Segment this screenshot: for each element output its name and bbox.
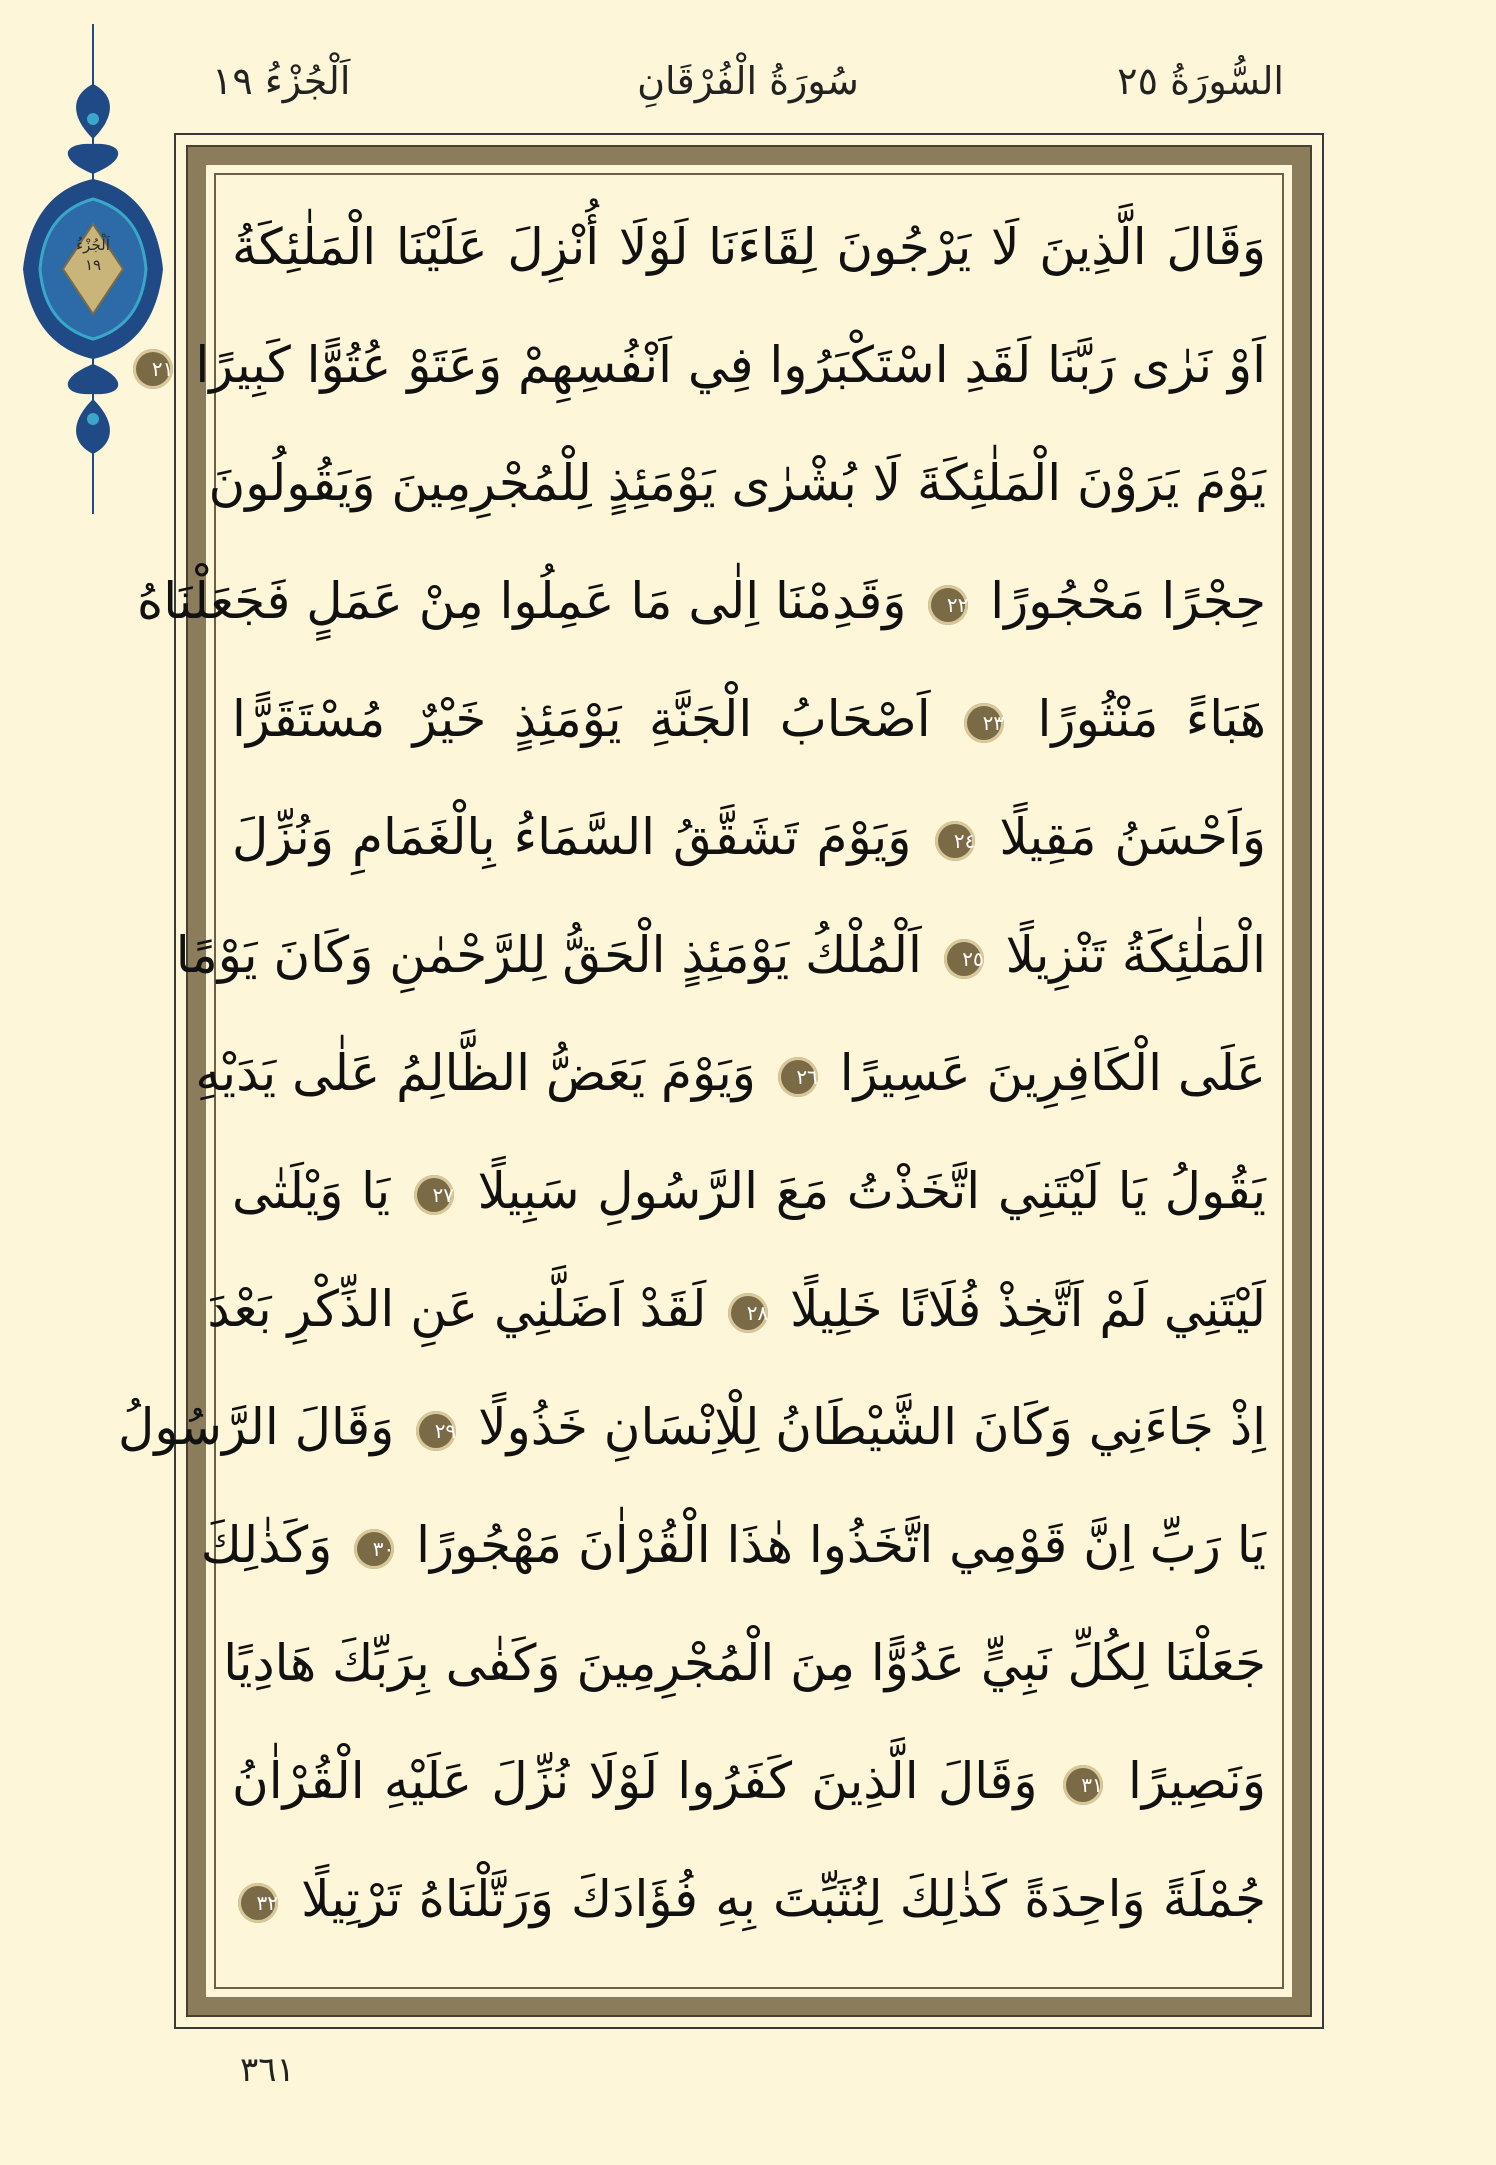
quran-line: [195, 1018, 1266, 1128]
verse-text: وَكَذٰلِكَ: [200, 1516, 333, 1574]
verse-text: وَاَحْسَنُ مَقِيلًا: [999, 808, 1266, 866]
ayah-marker: ٣٢: [238, 1883, 278, 1923]
header-juz: اَلْجُزْءُ ١٩: [212, 59, 351, 103]
verse-text: اَصْحَابُ الْجَنَّةِ يَوْمَئِذٍ خَيْرٌ مُسْتَقَرًّا: [232, 690, 931, 748]
ayah-marker: ٢٤: [935, 821, 975, 861]
ayah-marker: ٢٨: [728, 1293, 768, 1333]
ayah-marker: ٢٣: [964, 703, 1004, 743]
verse-text: وَيَوْمَ يَعَضُّ الظَّالِمُ عَلٰى يَدَيْهِ: [195, 1044, 756, 1102]
verse-text: وَقَالَ الَّذِينَ كَفَرُوا لَوْلَا نُزِّلَ عَلَيْهِ الْقُرْاٰنُ: [232, 1752, 1038, 1810]
page-number: ٣٦١: [240, 2050, 295, 2090]
ayah-marker: ٢٢: [928, 585, 968, 625]
header-surah-number: السُّورَةُ ٢٥: [1117, 59, 1284, 103]
verse-text: وَقَالَ الَّذِينَ لَا يَرْجُونَ لِقَاءَنَا لَوْلَا أُنْزِلَ عَلَيْنَا الْمَلٰئِكَةُ: [232, 218, 1266, 276]
verse-text: وَنَصِيرًا: [1127, 1752, 1266, 1810]
verse-text: حِجْرًا مَحْجُورًا: [990, 572, 1266, 630]
verse-text: الْمَلٰئِكَةُ تَنْزِيلًا: [1005, 926, 1266, 984]
quran-line: [151, 310, 1266, 420]
verse-text: وَيَوْمَ تَشَقَّقُ السَّمَاءُ بِالْغَمَامِ وَنُزِّلَ: [232, 808, 912, 866]
quran-line: [117, 1372, 1266, 1482]
ayah-marker: ٣٠: [354, 1529, 394, 1569]
verse-text: وَقَدِمْنَا اِلٰى مَا عَمِلُوا مِنْ عَمَلٍ فَجَعَلْنَاهُ: [137, 572, 907, 630]
juz-ornament-number: ١٩: [84, 256, 102, 274]
quran-line: [232, 192, 1266, 302]
quran-line: [200, 1490, 1266, 1600]
text-block: [117, 192, 1266, 1972]
quran-line: [232, 664, 1266, 774]
verse-text: يَا وَيْلَتٰى: [232, 1162, 391, 1220]
ayah-marker: ٢٦: [778, 1057, 818, 1097]
verse-text: لَقَدْ اَضَلَّنِي عَنِ الذِّكْرِ بَعْدَ: [207, 1280, 707, 1338]
verse-text: جَعَلْنَا لِكُلِّ نَبِيٍّ عَدُوًّا مِنَ الْمُجْرِمِينَ وَكَفٰى بِرَبِّكَ هَادِيًا: [223, 1634, 1266, 1692]
quran-line: [207, 1254, 1266, 1364]
header-surah-name: سُورَةُ الْفُرْقَانِ: [637, 59, 859, 103]
ayah-marker: ٣١: [1063, 1765, 1103, 1805]
verse-text: هَبَاءً مَنْثُورًا: [1037, 690, 1266, 748]
verse-text: اَوْ نَرٰى رَبَّنَا لَقَدِ اسْتَكْبَرُوا فِي اَنْفُسِهِمْ وَعَتَوْ عُتُوًّا كَبِيرًا: [195, 336, 1266, 394]
verse-text: وَقَالَ الرَّسُولُ: [117, 1398, 395, 1456]
juz-ornament-label: اَلْجُزْءُ: [76, 236, 110, 254]
verse-text: يَوْمَ يَرَوْنَ الْمَلٰئِكَةَ لَا بُشْرٰى يَوْمَئِذٍ لِلْمُجْرِمِينَ وَيَقُولُونَ: [208, 454, 1266, 512]
ayah-marker: ٢١: [133, 349, 173, 389]
quran-line: [223, 1608, 1266, 1718]
quran-line: [208, 428, 1266, 538]
quran-line: [137, 546, 1266, 656]
verse-text: يَقُولُ يَا لَيْتَنِي اتَّخَذْتُ مَعَ الرَّسُولِ سَبِيلًا: [477, 1162, 1266, 1220]
verse-text: يَا رَبِّ اِنَّ قَوْمِي اتَّخَذُوا هٰذَا الْقُرْاٰنَ مَهْجُورًا: [416, 1516, 1266, 1574]
ayah-marker: ٢٧: [414, 1175, 454, 1215]
quran-line: [232, 1726, 1266, 1836]
ayah-marker: ٢٩: [416, 1411, 456, 1451]
quran-line: [232, 782, 1266, 892]
verse-text: اِذْ جَاءَنِي وَكَانَ الشَّيْطَانُ لِلْاِنْسَانِ خَذُولًا: [478, 1398, 1266, 1456]
verse-text: عَلَى الْكَافِرِينَ عَسِيرًا: [839, 1044, 1266, 1102]
verse-text: اَلْمُلْكُ يَوْمَئِذٍ الْحَقُّ لِلرَّحْمٰنِ وَكَانَ يَوْمًا: [175, 926, 922, 984]
quran-line: [232, 1844, 1266, 1954]
verse-text: لَيْتَنِي لَمْ اَتَّخِذْ فُلَانًا خَلِيلًا: [790, 1280, 1266, 1338]
ayah-marker: ٢٥: [944, 939, 984, 979]
quran-line: [232, 1136, 1266, 1246]
quran-line: [175, 900, 1266, 1010]
verse-text: جُمْلَةً وَاحِدَةً كَذٰلِكَ لِنُثَبِّتَ بِهِ فُؤَادَكَ وَرَتَّلْنَاهُ تَرْتِيلًا: [301, 1870, 1266, 1928]
